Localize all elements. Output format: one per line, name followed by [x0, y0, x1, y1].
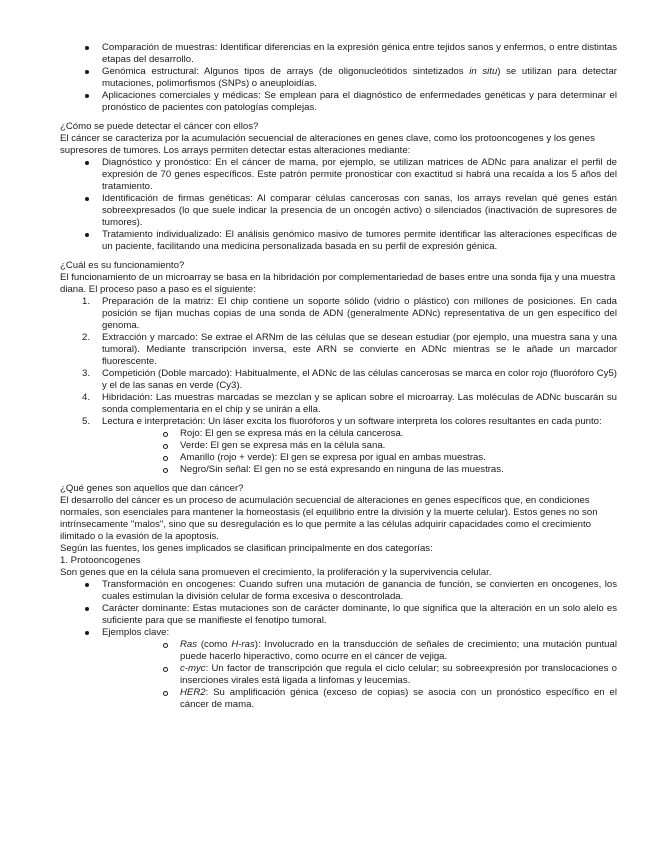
genes-list	[60, 579, 617, 711]
examples-sublist	[102, 639, 617, 711]
list-item: Carácter dominante: Estas mutaciones son de carácter dominante, lo que significa que la alteración en un solo alelo es suficiente para que se manifieste el fenotipo tumoral.	[60, 603, 617, 627]
list-item: Diagnóstico y pronóstico: En el cáncer de mama, por ejemplo, se utilizan matrices de ADNc para analizar el perfil de expresión de 70 genes específicos. Este patrón permite pronosticar con exactitud si habrá una recaída a los 5 años del tratamiento.	[60, 157, 617, 193]
steps-list	[60, 296, 617, 476]
paragraph: Son genes que en la célula sana promueven el crecimiento, la proliferación y la supervivencia celular.	[60, 567, 492, 578]
list-item: Aplicaciones comerciales y médicas: Se emplean para el diagnóstico de enfermedades genéticas y para determinar el pronóstico de pacientes con patologías complejas.	[60, 90, 617, 114]
list-item: 1. Preparación de la matriz: El chip contiene un soporte sólido (vidrio o plástico) con millones de posiciones. En cada posición se fijan muchas copias de una sonda de ADN (generalmente ADNc) representativa de un gen específico del genoma.	[82, 296, 617, 331]
list-item: Ejemplos clave: Ras (como H-ras): Involucrado en la transducción de señales de crecimiento; una mutación puntual puede hacerlo hiperactivo, como ocurre en el cáncer de vejiga. c-myc: Un factor de transcripción que regula el ciclo celular; su sobreexpresión por translocaciones o inserciones virales está ligada a linfomas y leucemias. HER2: Su amplificación génica (exceso de copias) se asocia con un pronóstico específico en el cáncer de mama.	[60, 627, 617, 711]
paragraph: El desarrollo del cáncer es un proceso de acumulación secuencial de alteraciones en genes específicos que, en condiciones normales, son esenciales para mantener la homeostasis (el equilibrio entre la división y la muerte celular). Estos genes no son intrínsecamente "malos", sino que su desregulación es lo que permite a las células adquirir capacidades como el crecimiento ilimitado o la evasión de la apoptosis.	[60, 495, 598, 542]
subheading: 1. Protooncogenes	[60, 555, 141, 566]
list-item: Verde: El gen se expresa más en la célula sana.	[102, 440, 617, 452]
list-item: 4. Hibridación: Las muestras marcadas se mezclan y se aplican sobre el microarray. Las moléculas de ADNc buscarán su sonda complementaria en el chip y se unirán a ella.	[82, 392, 617, 415]
list-item: 5. Lectura e interpretación: Un láser excita los fluoróforos y un software interpreta los colores resultantes en cada punto: Rojo: El gen se expresa más en la célula cancerosa. Verde: El gen se expresa más en la célula sana. Amarillo (rojo + verde): El gen se expresa por igual en ambas muestras. Negro/Sin señal: El gen no se está expresando en ninguna de las muestras.	[60, 416, 617, 476]
intro-list	[60, 42, 617, 114]
list-item: Tratamiento individualizado: El análisis genómico masivo de tumores permite identificar las alteraciones específicas de un paciente, facilitando una medicina personalizada basada en su perfil de expresión génica.	[60, 229, 617, 253]
list-item: c-myc: Un factor de transcripción que regula el ciclo celular; su sobreexpresión por translocaciones o inserciones virales está ligada a linfomas y leucemias.	[102, 663, 617, 687]
cancer-list	[60, 157, 617, 253]
paragraph: Según las fuentes, los genes implicados se clasifican principalmente en dos categorías:	[60, 543, 433, 554]
list-item: Transformación en oncogenes: Cuando sufren una mutación de ganancia de función, se convierten en oncogenes, los cuales estimulan la división celular de forma excesiva o descontrolada.	[60, 579, 617, 603]
section-heading: ¿Cuál es su funcionamiento?	[60, 260, 185, 271]
paragraph: El cáncer se caracteriza por la acumulación secuencial de alteraciones en genes clave, como los protooncogenes y los genes supresores de tumores. Los arrays permiten detectar estas alteraciones mediante:	[60, 133, 595, 156]
list-item: 2. Extracción y marcado: Se extrae el ARNm de las células que se desean estudiar (por ejemplo, una muestra sana y una tumoral). Mediante transcripción inversa, este ARN se convierte en ADNc mientras se le añade un marcador fluorescente.	[82, 332, 617, 367]
section-heading: ¿Qué genes son aquellos que dan cáncer?	[60, 483, 244, 494]
paragraph: El funcionamiento de un microarray se basa en la hibridación por complementariedad de bases entre una sonda fija y una muestra diana. El proceso paso a paso es el siguiente:	[60, 272, 616, 295]
section-heading: ¿Cómo se puede detectar el cáncer con ellos?	[60, 121, 259, 132]
list-item: Comparación de muestras: Identificar diferencias en la expresión génica entre tejidos sanos y enfermos, o entre distintas etapas del desarrollo.	[60, 42, 617, 66]
list-item: 3. Competición (Doble marcado): Habitualmente, el ADNc de las células cancerosas se marca en color rojo (fluoróforo Cy5) y el de las sanas en verde (Cy3).	[82, 368, 617, 391]
list-item: Genómica estructural: Algunos tipos de arrays (de oligonucleótidos sintetizados in situ) se utilizan para detectar mutaciones, polimorfismos (SNPs) o aneuploidías.	[60, 66, 617, 90]
list-item: Ras (como H-ras): Involucrado en la transducción de señales de crecimiento; una mutación puntual puede hacerlo hiperactivo, como ocurre en el cáncer de vejiga.	[102, 639, 617, 663]
list-item: Amarillo (rojo + verde): El gen se expresa por igual en ambas muestras.	[102, 452, 617, 464]
list-item: Negro/Sin señal: El gen no se está expresando en ninguna de las muestras.	[102, 464, 617, 476]
list-item: HER2: Su amplificación génica (exceso de copias) se asocia con un pronóstico específico en el cáncer de mama.	[102, 687, 617, 711]
list-item: Rojo: El gen se expresa más en la célula cancerosa.	[102, 428, 617, 440]
colors-sublist	[102, 428, 617, 476]
list-item: Identificación de firmas genéticas: Al comparar células cancerosas con sanas, los arrays revelan qué genes están sobreexpresados (lo que suele indicar la presencia de un oncogén activo) o silenciados (inactivación de supresores de tumores).	[60, 193, 617, 229]
